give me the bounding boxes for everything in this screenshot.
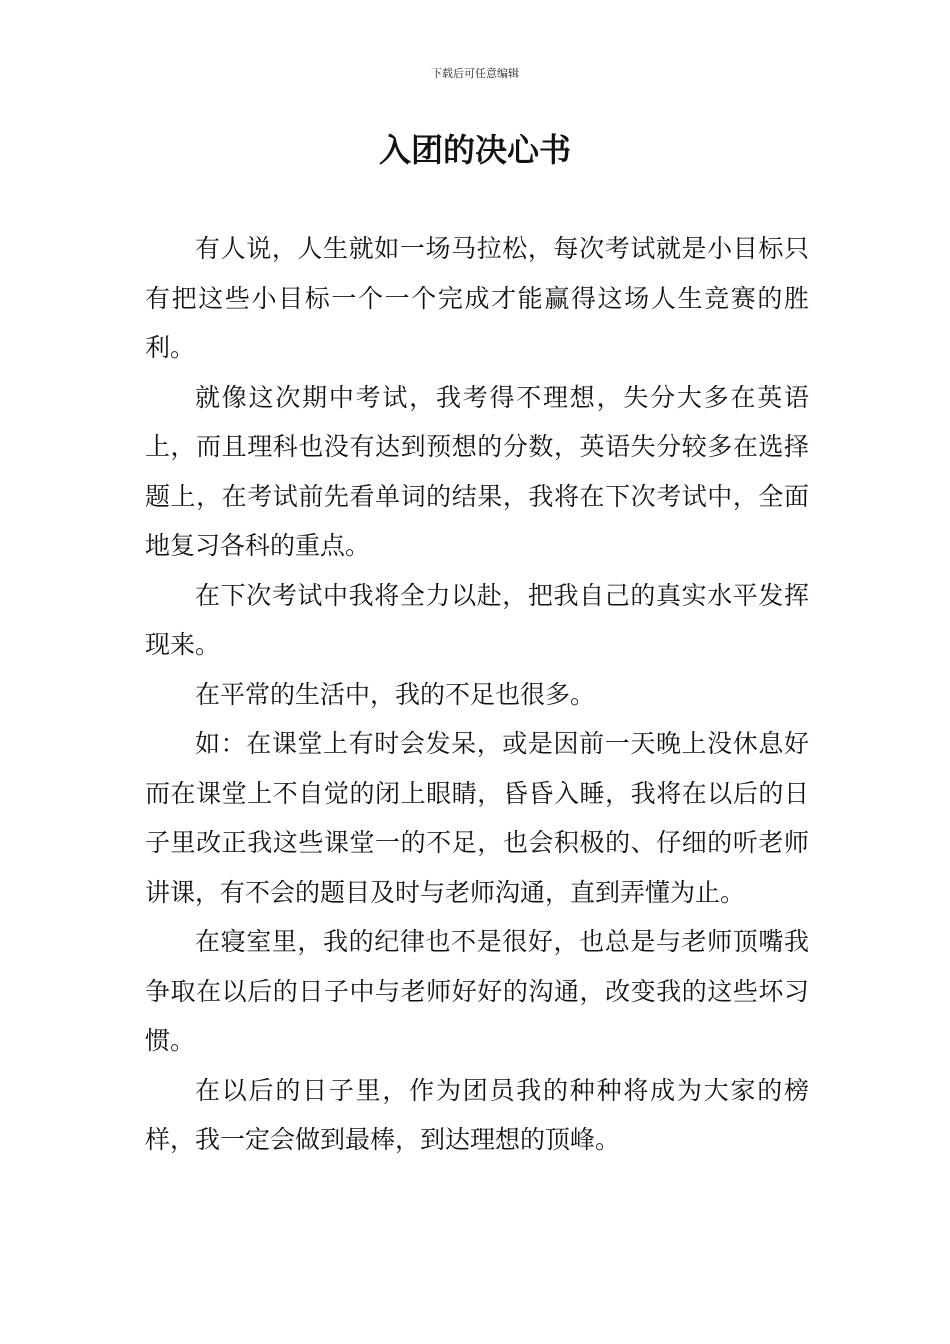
header-note: 下载后可任意编辑: [431, 67, 519, 80]
paragraph: 在平常的生活中，我的不足也很多。: [195, 679, 596, 709]
paragraph: 如：在课堂上有时会发呆，或是因前一天晚上没休息好而在课堂上不自觉的闭上眼睛，昏昏入睡，我将在以后的日子里改正我这些课堂一的不足，也会积极的、仔细的听老师讲课，有不会的题目及时与老师沟通，直到弄懂为止。: [145, 729, 809, 907]
document-title: 入团的决心书: [378, 131, 571, 169]
paragraph: 有人说，人生就如一场马拉松，每次考试就是小目标只有把这些小目标一个一个完成才能赢得这场人生竞赛的胜利。: [145, 234, 809, 362]
paragraph: 就像这次期中考试，我考得不理想，失分大多在英语上，而且理科也没有达到预想的分数，英语失分较多在选择题上，在考试前先看单词的结果，我将在下次考试中，全面地复习各科的重点。: [145, 382, 809, 560]
paragraph: 在寝室里，我的纪律也不是很好，也总是与老师顶嘴我争取在以后的日子中与老师好好的沟通，改变我的这些坏习惯。: [145, 927, 809, 1055]
document-body: [145, 224, 809, 1165]
paragraph: 在以后的日子里，作为团员我的种种将成为大家的榜样，我一定会做到最棒，到达理想的顶峰。: [145, 1075, 809, 1154]
paragraph: 在下次考试中我将全力以赴，把我自己的真实水平发挥现来。: [145, 580, 809, 659]
